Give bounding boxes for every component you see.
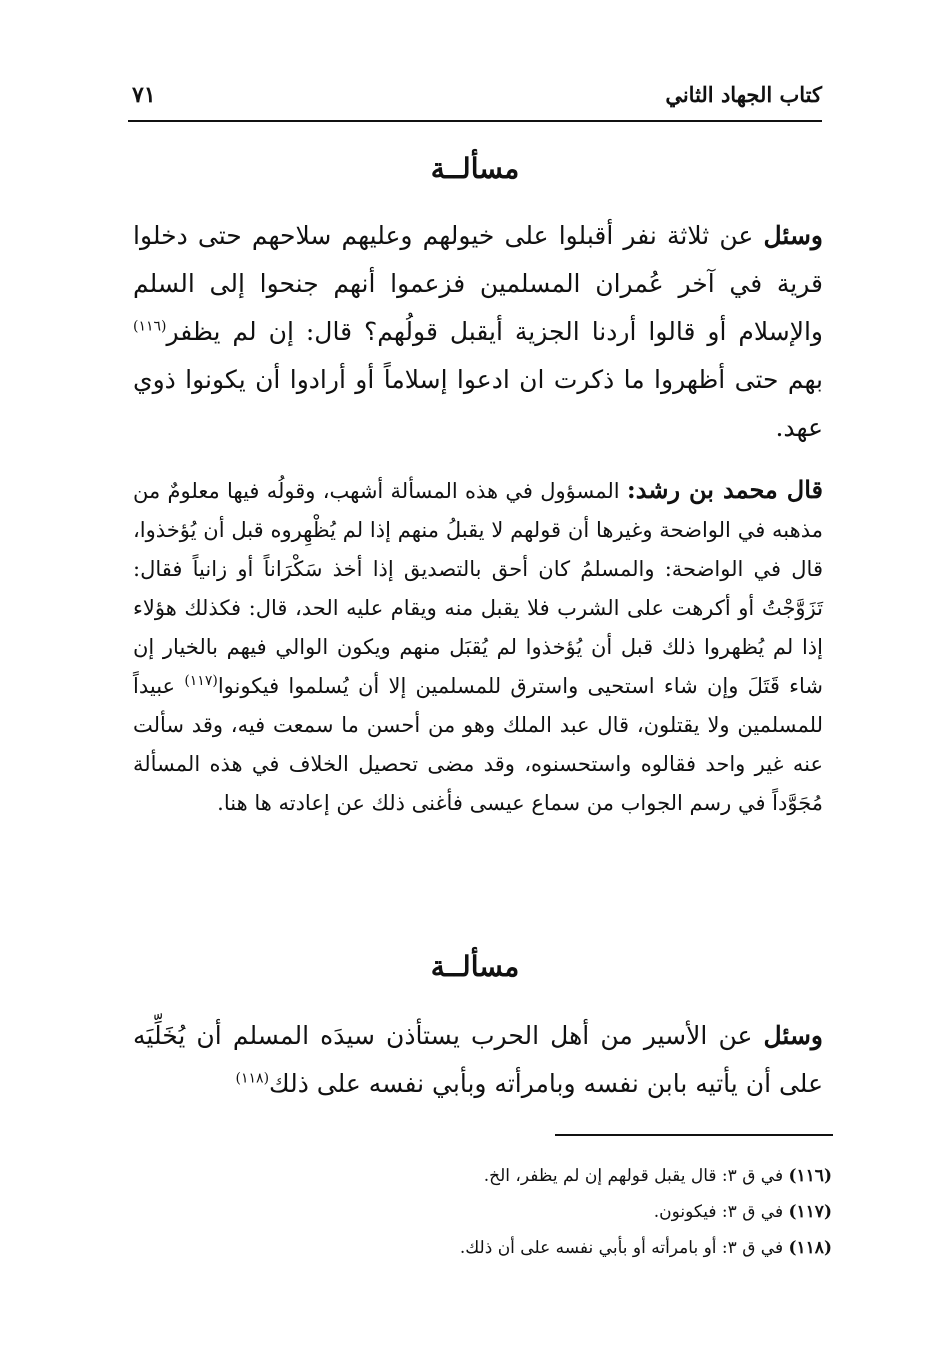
question-paragraph-1 bbox=[133, 212, 823, 452]
page-number: ٧١ bbox=[132, 82, 156, 108]
section-heading-2: مسألــة bbox=[430, 950, 520, 983]
paragraph-lead: وسئل bbox=[763, 1021, 823, 1050]
paragraph-text: بهم حتى أظهروا ما ذكرت ان ادعوا إسلاماً أو أرادوا أن يكونوا ذوي عهد. bbox=[133, 365, 823, 442]
footnote-reference: (١١٨) bbox=[235, 1070, 270, 1087]
section-heading-1: مسألــة bbox=[430, 152, 520, 185]
paragraph-text: عن الأسير من أهل الحرب يستأذن سيدَه المسلم أن يُخَلِّيَه على أن يأتيه بابن نفسه وبامرأته وبأبي نفسه على ذلك bbox=[133, 1021, 823, 1098]
footnote-number: (١١٧) bbox=[788, 1202, 832, 1222]
footnotes-list bbox=[312, 1158, 832, 1266]
footnote-number: (١١٦) bbox=[788, 1166, 832, 1186]
footnote-text: في ق ٣: أو بامرأته أو بأبي نفسه على أن ذلك. bbox=[459, 1238, 784, 1258]
page-header bbox=[128, 80, 822, 122]
footnote-text: في ق ٣: قال يقبل قولهم إن لم يظفر، الخ. bbox=[483, 1166, 784, 1186]
footnote-number: (١١٨) bbox=[788, 1238, 832, 1258]
commentary-paragraph bbox=[133, 470, 823, 823]
footnote-separator bbox=[555, 1134, 833, 1136]
paragraph-text: المسؤول في هذه المسألة أشهب، وقولُه فيها معلومٌ من مذهبه في الواضحة وغيرها أن قولهم لا يقبلُ منهم إذا لم يُظْهِروه قبل أن يُؤخذوا، قال في الواضحة: والمسلمُ كان أحق بالتصديق إذا أخذ سَكْرَاناً أو زانياً فقال: تَزَوَّجْتُ أو أكرهت على الشرب فلا يقبل منه ويقام عليه الحد، قال: فكذلك هؤلاء إذا لم يُظهروا ذلك قبل أن يُؤخذوا لم يُقبَل منهم ويكون الوالي فيهم بالخيار إن شاء قَتَلَ وإن شاء استحيى واسترق للمسلمين إلا أن يُسلموا فيكونوا bbox=[133, 479, 823, 698]
footnote-item bbox=[312, 1194, 832, 1230]
paragraph-text: عبيداً للمسلمين ولا يقتلون، قال عبد الملك وهو من أحسن ما سمعت فيه، وقد سألت عنه غير واحد فقالوه واستحسنوه، وقد مضى تحصيل الخلاف في هذه المسألة مُجَوَّداً في رسم الجواب من سماع عيسى فأغنى ذلك عن إعادته ها هنا. bbox=[133, 674, 823, 815]
footnote-text: في ق ٣: فيكونون. bbox=[653, 1202, 784, 1222]
paragraph-lead: وسئل bbox=[763, 221, 823, 250]
paragraph-text: عن ثلاثة نفر أقبلوا على خيولهم وعليهم سلاحهم حتى دخلوا قرية في آخر عُمران المسلمين فزعموا أنهم جنحوا إلى السلم والإسلام أو قالوا أردنا الجزية أيقبل قولُهم؟ قال: إن لم يظفر bbox=[133, 221, 823, 346]
question-paragraph-2 bbox=[133, 1012, 823, 1108]
footnote-reference: (١١٧) bbox=[184, 673, 218, 689]
footnote-item bbox=[312, 1230, 832, 1266]
paragraph-lead: قال محمد بن رشد: bbox=[626, 475, 823, 504]
footnote-reference: (١١٦) bbox=[133, 318, 167, 335]
running-title: كتاب الجهاد الثاني bbox=[665, 82, 822, 107]
footnote-item bbox=[312, 1158, 832, 1194]
